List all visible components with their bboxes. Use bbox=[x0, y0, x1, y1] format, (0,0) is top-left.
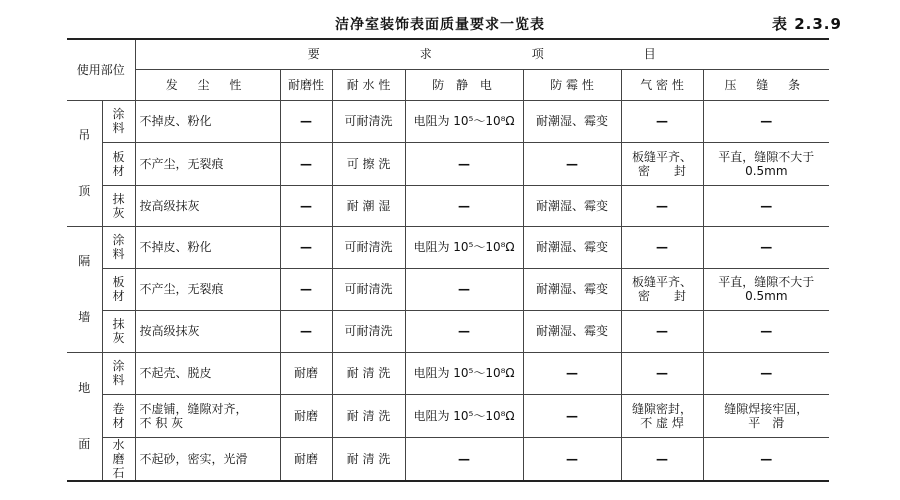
requirement-cell: 按高级抹灰 bbox=[135, 185, 280, 226]
requirement-cell: 可耐清洗 bbox=[332, 310, 405, 352]
requirement-cell: — bbox=[280, 142, 332, 185]
requirement-cell: 不产尘，无裂痕 bbox=[135, 268, 280, 310]
requirement-cell: — bbox=[280, 100, 332, 142]
requirement-cell: — bbox=[703, 185, 829, 226]
column-header-airtight: 气 密 性 bbox=[621, 69, 703, 100]
requirement-cell: — bbox=[703, 100, 829, 142]
material-cell: 涂 料 bbox=[102, 352, 135, 394]
requirement-cell: 电阻为 10⁵～10⁸Ω bbox=[405, 352, 523, 394]
requirements-char: 目 bbox=[643, 47, 657, 62]
requirement-cell: 可耐清洗 bbox=[332, 268, 405, 310]
column-header-water: 耐 水 性 bbox=[332, 69, 405, 100]
requirement-cell: — bbox=[405, 142, 523, 185]
requirements-char: 求 bbox=[419, 47, 433, 62]
requirement-cell: 可耐清洗 bbox=[332, 100, 405, 142]
material-cell: 涂 料 bbox=[102, 100, 135, 142]
table-row bbox=[67, 226, 829, 268]
requirement-cell: — bbox=[621, 352, 703, 394]
column-header-mildew: 防 霉 性 bbox=[523, 69, 621, 100]
column-header-dust: 发 尘 性 bbox=[135, 69, 280, 100]
table-row bbox=[67, 100, 829, 142]
table-number: 表 2.3.9 bbox=[772, 15, 842, 33]
requirement-cell: — bbox=[405, 310, 523, 352]
requirement-cell: 平直，缝隙不大于 0.5mm bbox=[703, 268, 829, 310]
table-body bbox=[67, 39, 829, 481]
requirement-cell: 耐潮湿、霉变 bbox=[523, 185, 621, 226]
requirement-cell: 缝隙密封， 不 虚 焊 bbox=[621, 394, 703, 437]
requirement-cell: — bbox=[523, 142, 621, 185]
column-header-wear: 耐磨性 bbox=[280, 69, 332, 100]
location-group-cell: 地 面 bbox=[67, 352, 102, 481]
requirements-char: 项 bbox=[531, 47, 545, 62]
requirement-cell: — bbox=[280, 226, 332, 268]
requirement-cell: 不虚铺，缝隙对齐， 不 积 灰 bbox=[135, 394, 280, 437]
requirement-cell: 缝隙焊接牢固， 平 滑 bbox=[703, 394, 829, 437]
header-row-2 bbox=[67, 69, 829, 100]
requirement-cell: — bbox=[621, 437, 703, 481]
material-cell: 板 材 bbox=[102, 268, 135, 310]
requirement-cell: 电阻为 10⁵～10⁸Ω bbox=[405, 226, 523, 268]
requirement-cell: — bbox=[523, 352, 621, 394]
table-row bbox=[67, 142, 829, 185]
requirement-cell: 耐潮湿、霉变 bbox=[523, 310, 621, 352]
requirement-cell: — bbox=[405, 268, 523, 310]
table-title: 洁净室装饰表面质量要求一览表 bbox=[335, 17, 545, 33]
requirement-cell: 耐潮湿、霉变 bbox=[523, 100, 621, 142]
requirement-cell: 平直，缝隙不大于 0.5mm bbox=[703, 142, 829, 185]
table-row bbox=[67, 268, 829, 310]
requirement-cell: — bbox=[621, 226, 703, 268]
requirement-cell: — bbox=[405, 437, 523, 481]
table-row bbox=[67, 310, 829, 352]
location-group-cell: 吊 顶 bbox=[67, 100, 102, 226]
requirement-cell: — bbox=[703, 352, 829, 394]
requirement-cell: 电阻为 10⁵～10⁸Ω bbox=[405, 394, 523, 437]
requirement-cell: — bbox=[703, 437, 829, 481]
requirement-cell: — bbox=[621, 185, 703, 226]
quality-requirements-table bbox=[67, 38, 829, 482]
requirement-cell: 不掉皮、粉化 bbox=[135, 226, 280, 268]
requirement-cell: 耐磨 bbox=[280, 437, 332, 481]
requirements-header bbox=[135, 39, 829, 69]
material-cell: 抹 灰 bbox=[102, 185, 135, 226]
material-cell: 抹 灰 bbox=[102, 310, 135, 352]
requirement-cell: 耐磨 bbox=[280, 394, 332, 437]
usage-header: 使用部位 bbox=[67, 39, 135, 100]
requirement-cell: — bbox=[280, 185, 332, 226]
table-row bbox=[67, 185, 829, 226]
table-row bbox=[67, 437, 829, 481]
material-cell: 卷 材 bbox=[102, 394, 135, 437]
requirements-char: 要 bbox=[307, 47, 321, 62]
requirement-cell: — bbox=[621, 100, 703, 142]
material-cell: 涂 料 bbox=[102, 226, 135, 268]
requirement-cell: — bbox=[280, 268, 332, 310]
header-row-1 bbox=[67, 39, 829, 69]
requirement-cell: — bbox=[405, 185, 523, 226]
requirement-cell: — bbox=[703, 310, 829, 352]
column-header-seam-strip: 压 缝 条 bbox=[703, 69, 829, 100]
requirement-cell: — bbox=[523, 394, 621, 437]
requirement-cell: 耐磨 bbox=[280, 352, 332, 394]
requirement-cell: 耐 潮 湿 bbox=[332, 185, 405, 226]
requirement-cell: 耐 清 洗 bbox=[332, 437, 405, 481]
requirement-cell: 耐潮湿、霉变 bbox=[523, 268, 621, 310]
table-row bbox=[67, 352, 829, 394]
requirement-cell: 耐 清 洗 bbox=[332, 352, 405, 394]
requirement-cell: 板缝平齐、 密 封 bbox=[621, 268, 703, 310]
material-cell: 水 磨 石 bbox=[102, 437, 135, 481]
table-row bbox=[67, 394, 829, 437]
location-group-cell: 隔 墙 bbox=[67, 226, 102, 352]
requirement-cell: 不产尘，无裂痕 bbox=[135, 142, 280, 185]
requirement-cell: 不起砂，密实，光滑 bbox=[135, 437, 280, 481]
requirement-cell: 耐潮湿、霉变 bbox=[523, 226, 621, 268]
requirement-cell: 可耐清洗 bbox=[332, 226, 405, 268]
requirement-cell: 板缝平齐、 密 封 bbox=[621, 142, 703, 185]
material-cell: 板 材 bbox=[102, 142, 135, 185]
requirement-cell: — bbox=[621, 310, 703, 352]
requirement-cell: 不掉皮、粉化 bbox=[135, 100, 280, 142]
requirement-cell: — bbox=[523, 437, 621, 481]
requirement-cell: 电阻为 10⁵～10⁸Ω bbox=[405, 100, 523, 142]
requirement-cell: 不起壳、脱皮 bbox=[135, 352, 280, 394]
requirement-cell: 可 擦 洗 bbox=[332, 142, 405, 185]
requirement-cell: 耐 清 洗 bbox=[332, 394, 405, 437]
requirement-cell: — bbox=[280, 310, 332, 352]
requirement-cell: 按高级抹灰 bbox=[135, 310, 280, 352]
requirement-cell: — bbox=[703, 226, 829, 268]
column-header-antistatic: 防 静 电 bbox=[405, 69, 523, 100]
